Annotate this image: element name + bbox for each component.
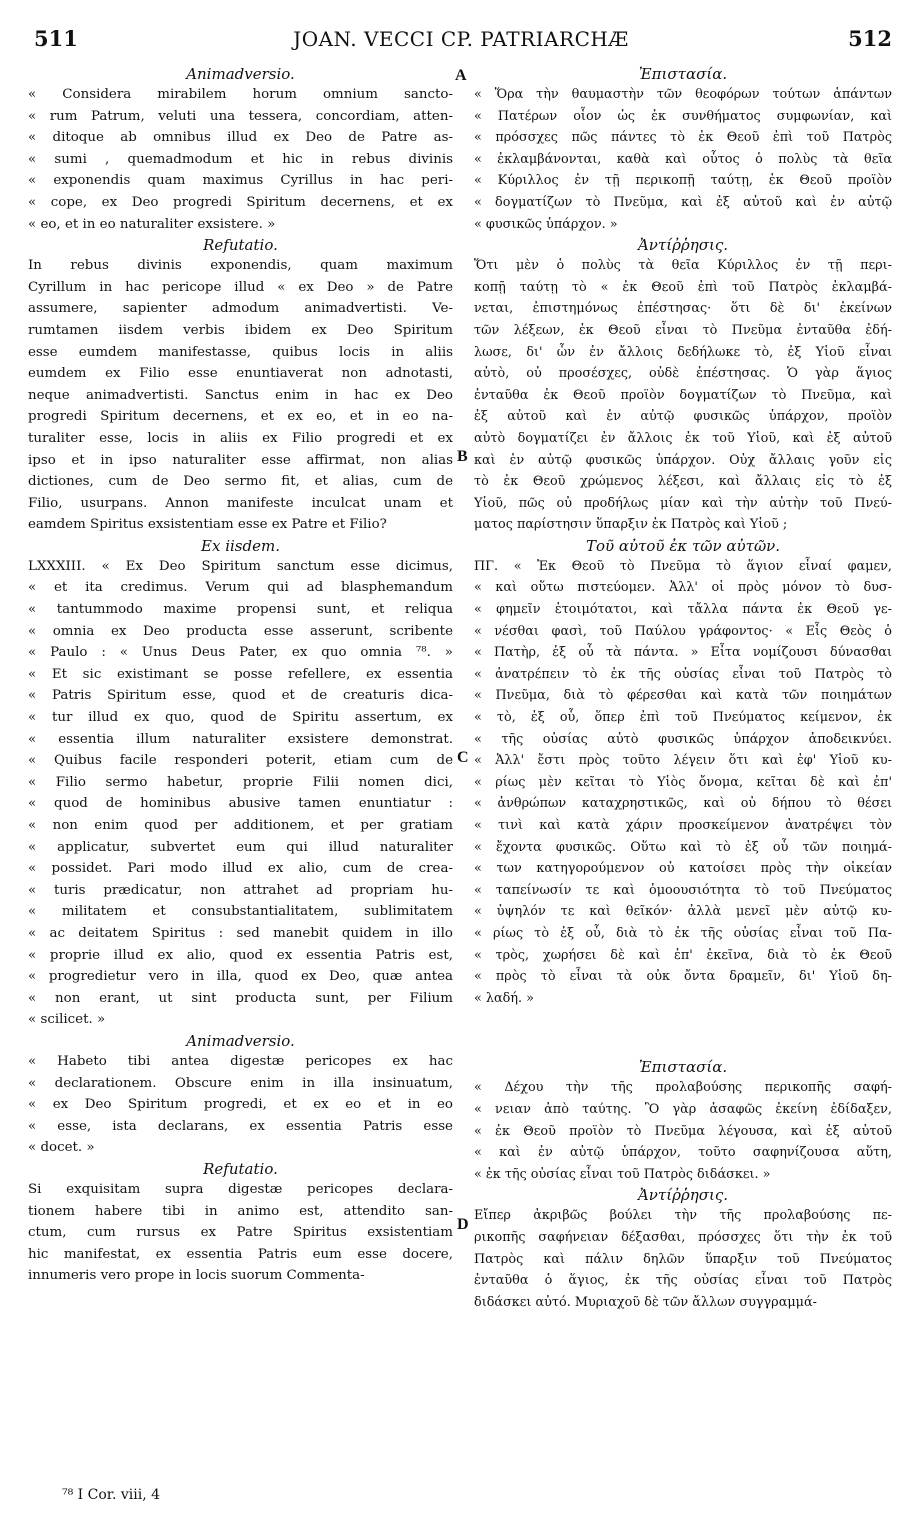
text-line: « essentia illum naturaliter exsistere demonstrat.: [28, 731, 453, 747]
text-line: « Quibus facile responderi poterit, etiam cum de: [28, 753, 453, 769]
text-line: « cope, ex Deo progredi Spiritum decernens, et ex: [28, 194, 453, 210]
text-line: « omnia ex Deo producta esse asserunt, scribente: [28, 623, 453, 639]
section-heading: Animadversio.: [186, 65, 295, 83]
text-line: κοπῇ ταύτῃ τὸ « ἐκ Θεοῦ ἐπὶ τοῦ Πατρὸς ἐκλαμβά-: [474, 279, 892, 295]
text-line: « turis prædicatur, non attrahet ad propriam hu-: [28, 882, 453, 898]
greek-column: [474, 64, 892, 1313]
text-line: « Paulo : « Unus Deus Pater, ex quo omnia ⁷⁸. »: [28, 645, 453, 661]
greek-epistasia-2: [474, 1057, 892, 1185]
text-line: « applicatur, subvertet eum qui illud naturaliter: [28, 839, 453, 855]
section-heading: Animadversio.: [186, 1031, 295, 1050]
text-line: « scilicet. »: [28, 1012, 106, 1028]
text-line: In rebus divinis exponendis, quam maximum: [28, 258, 453, 274]
text-line: turaliter esse, locis in aliis ex Filio progredi et ex: [28, 430, 453, 446]
text-line: τὸ ἐκ Θεοῦ χρώμενος λέξεσι, καὶ ἄλλαις εἰς τὸ ἐξ: [474, 474, 892, 490]
text-line: « Ἀλλ' ἔστι πρὸς τοῦτο λέγειν ὅτι καὶ ἐφ' Υἱοῦ κυ-: [474, 753, 892, 769]
text-line: Ὅτι μὲν ὁ πολὺς τὰ θεῖα Κύριλλος ἐν τῇ περι-: [474, 258, 892, 274]
text-line: « ἀνατρέπειν τὸ ἐκ τῆς οὐσίας εἶναι τοῦ Πατρὸς τὸ: [474, 666, 892, 682]
section-heading: Τοῦ αὐτοῦ ἐκ τῶν αὐτῶν.: [585, 536, 781, 555]
text-line: « ρίως μὲν κεῖται τὸ Υἱὸς ὄνομα, κεῖται δὲ καὶ ἐπ': [474, 774, 892, 790]
page-number-left: 511: [34, 26, 78, 51]
greek-epistasia-1: [474, 64, 892, 235]
text-line: dictiones, cum de Deo sermo fit, et alias, cum de: [28, 474, 453, 490]
text-line: « ἀνθρώπων καταχρηστικῶς, καὶ οὐ δήπου τὸ θέσει: [474, 796, 892, 812]
text-line: « Habeto tibi antea digestæ pericopes ex hac: [28, 1053, 453, 1069]
margin-letter-a: A: [455, 67, 467, 84]
text-line: LXXXIII. « Ex Deo Spiritum sanctum esse dicimus,: [28, 558, 453, 574]
text-line: « possidet. Pari modo illud ex alio, cum de crea-: [28, 861, 453, 877]
text-line: « tur illud ex quo, quod de Spiritu assertum, ex: [28, 710, 453, 726]
text-line: διδάσκει αὐτό. Μυριαχοῦ δὲ τῶν ἄλλων συγγραμμά-: [474, 1294, 817, 1310]
page-number-right: 512: [848, 26, 892, 51]
text-line: neque animadvertisti. Sanctus enim in hac ex Deo: [28, 387, 453, 403]
text-line: καὶ ἐν αὐτῷ φυσικῶς ὑπάρχον. Οὐχ ἄλλαις γοῦν εἰς: [474, 452, 892, 468]
greek-tou-autou: [474, 536, 892, 1009]
footnote: ⁷⁸ I Cor. viii, 4: [62, 1487, 160, 1503]
text-line: « esse, ista declarans, ex essentia Patris esse: [28, 1118, 453, 1134]
greek-column-gap: [474, 1009, 892, 1057]
text-line: « progredietur vero in illa, quod ex Deo, quæ antea: [28, 969, 453, 985]
text-line: Πατρὸς καὶ πάλιν δηλῶν ὕπαρξιν τοῦ Πνεύματος: [474, 1251, 892, 1267]
text-line: « τρὸς, χωρήσει δὲ καὶ ἐπ' ἐκεῖνα, διὰ τὸ ἐκ Θεοῦ: [474, 947, 892, 963]
text-line: ἐξ αὐτοῦ καὶ ἐν αὐτῷ φυσικῶς ὑπάρχον, προϊὸν: [474, 409, 892, 425]
text-line: ἐνταῦθα ἐκ Θεοῦ προϊὸν δογματίζων τὸ Πνεῦμα, καὶ: [474, 387, 892, 403]
margin-letter-c: C: [457, 749, 469, 766]
text-line: « λαδή. »: [474, 990, 534, 1006]
text-line: « Πατέρων οἷον ὡς ἐκ συνθήματος συμφωνίαν, καὶ: [474, 108, 892, 124]
text-line: Υἱοῦ, πῶς οὐ προδήλως μίαν καὶ τὴν αὐτὴν τοῦ Πνεύ-: [474, 495, 892, 511]
text-line: « δογματίζων τὸ Πνεῦμα, καὶ ἐξ αὐτοῦ καὶ ἐν αὐτῷ: [474, 194, 892, 210]
page-header: [30, 26, 892, 60]
text-line: « Ὅρα τὴν θαυμαστὴν τῶν θεοφόρων τούτων ἁπάντων: [474, 87, 892, 102]
section-heading: Ex iisdem.: [201, 536, 280, 555]
text-line: eumdem ex Filio esse enuntiaverat non adnotasti,: [28, 366, 453, 382]
text-line: « quod de hominibus abusive tamen enuntiatur :: [28, 796, 453, 812]
text-line: « proprie illud ex alio, quod ex essentia Patris est,: [28, 947, 453, 963]
text-line: « non enim quod per additionem, et per gratiam: [28, 818, 453, 833]
text-line: νεται, ἐπιστημόνως ἐπέστησας· ὅτι δὲ δι' ἐκείνων: [474, 301, 892, 317]
text-line: « φημεῖν ἑτοιμότατοι, καὶ τἄλλα πάντα ἐκ Θεοῦ γε-: [474, 602, 892, 618]
text-line: αὐτὸ, οὐ προσέσχες, οὐδὲ ἐπέστησας. Ὁ γὰρ ἅγιος: [474, 366, 892, 382]
text-line: « Et sic existimant se posse refellere, ex essentia: [28, 666, 453, 682]
text-line: « docet. »: [28, 1140, 95, 1156]
text-line: ipso et in ipso naturaliter esse affirmat, non alias: [28, 452, 453, 468]
text-line: « ἐκ τῆς οὐσίας εἶναι τοῦ Πατρὸς διδάσκει. »: [474, 1166, 771, 1182]
latin-refutatio-2: [28, 1159, 453, 1287]
latin-column: [28, 64, 453, 1287]
text-line: « declarationem. Obscure enim in illa insinuatum,: [28, 1075, 453, 1091]
text-line: « eo, et in eo naturaliter exsistere. »: [28, 216, 276, 232]
greek-antirrhesis-1: [474, 235, 892, 536]
text-line: τῶν λέξεων, ἐκ Θεοῦ εἶναι τὸ Πνεῦμα ἐνταῦθα ἐδή-: [474, 322, 892, 338]
text-line: ctum, cum rursus ex Patre Spiritus exsistentiam: [28, 1225, 453, 1241]
latin-animadversio-1: [28, 64, 453, 235]
text-line: λωσε, δι' ὧν ἐν ἄλλοις δεδήλωκε τὸ, ἐξ Υἱοῦ εἶναι: [474, 344, 892, 360]
text-line: assumere, sapienter admodum animadvertisti. Ve-: [28, 301, 453, 317]
text-line: « sumi , quemadmodum et hic in rebus divinis: [28, 151, 453, 167]
text-line: hic manifestat, ex essentia Patris eum esse docere,: [28, 1246, 453, 1262]
text-line: « ἐκ Θεοῦ προϊὸν τὸ Πνεῦμα λέγουσα, καὶ ἐξ αὐτοῦ: [474, 1123, 892, 1139]
text-line: « ἔχοντα φυσικῶς. Οὕτω καὶ τὸ ἐξ οὗ τῶν ποιημά-: [474, 839, 892, 855]
text-line: « Patris Spiritum esse, quod et de creaturis dica-: [28, 688, 453, 704]
text-line: tionem habere tibi in animo est, attendito san-: [28, 1203, 453, 1219]
text-line: « των κατηγορούμενον οὐ κατοίσει πρὸς τὴν οἰκείαν: [474, 861, 892, 877]
text-line: « νειαν ἀπὸ ταύτης. Ὃ γὰρ ἀσαφῶς ἐκείνη ἐδίδαξεν,: [474, 1101, 892, 1117]
section-heading: Ἀντίῤῥησις.: [637, 236, 729, 255]
margin-letter-d: D: [457, 1216, 469, 1233]
text-line: ματος παρίστησιν ὕπαρξιν ἐκ Πατρὸς καὶ Υἱοῦ ;: [474, 517, 788, 533]
text-line: « ac deitatem Spiritus : sed manebit quidem in illo: [28, 925, 453, 941]
greek-antirrhesis-2: [474, 1185, 892, 1313]
text-line: « ταπείνωσίν τε καὶ ὁμοουσιότητα τὸ τοῦ Πνεύματος: [474, 882, 892, 898]
text-line: « ρίως τὸ ἐξ οὗ, διὰ τὸ ἐκ τῆς οὐσίας εἶναι τοῦ Πα-: [474, 925, 892, 941]
text-line: « καὶ ἐν αὐτῷ ὑπάρχον, τοῦτο σαφηνίζουσα αὕτη,: [474, 1145, 892, 1161]
running-title: JOAN. VECCI CP. PATRIARCHÆ: [293, 27, 629, 51]
text-line: Εἴπερ ἀκριβῶς βούλει τὴν τῆς προλαβούσης πε-: [474, 1208, 892, 1224]
text-line: « exponendis quam maximus Cyrillus in hac peri-: [28, 173, 453, 189]
section-heading: Ἐπιστασία.: [638, 1058, 728, 1077]
text-line: « τινὶ καὶ κατὰ χάριν προσκείμενον ἀνατρέψει τὸν: [474, 818, 892, 833]
section-heading: Refutatio.: [203, 1159, 278, 1178]
text-line: « πρόσσχες πῶς πάντες τὸ ἐκ Θεοῦ ἐπὶ τοῦ Πατρὸς: [474, 130, 892, 146]
text-line: ΠΓ. « Ἐκ Θεοῦ τὸ Πνεῦμα τὸ ἅγιον εἶναί φαμεν,: [474, 558, 892, 574]
text-line: « Filio sermo habetur, proprie Filii nomen dici,: [28, 774, 453, 790]
text-line: « καὶ οὕτω πιστεύομεν. Ἀλλ' οἱ πρὸς μόνον τὸ δυσ-: [474, 580, 892, 596]
text-line: « ex Deo Spiritum progredi, et ex eo et in eo: [28, 1097, 453, 1113]
text-line: eamdem Spiritus exsistentiam esse ex Patre et Filio?: [28, 517, 387, 533]
text-line: Cyrillum in hac pericope illud « ex Deo » de Patre: [28, 279, 453, 295]
text-line: « Κύριλλος ἐν τῇ περικοπῇ ταύτῃ, ἐκ Θεοῦ προϊὸν: [474, 173, 892, 189]
text-line: innumeris vero prope in locis suorum Commenta-: [28, 1268, 365, 1284]
text-line: αὐτὸ δογματίζει ἐν ἄλλοις ἐκ τοῦ Υἱοῦ, καὶ ἐξ αὐτοῦ: [474, 430, 892, 446]
text-line: « τὸ, ἐξ οὗ, ὅπερ ἐπὶ τοῦ Πνεύματος κείμενον, ἐκ: [474, 710, 892, 726]
text-line: esse eumdem manifestasse, quibus locis in aliis: [28, 344, 453, 360]
text-line: « Considera mirabilem horum omnium sancto-: [28, 87, 453, 102]
margin-letter-b: B: [457, 448, 468, 465]
section-heading: Ἀντίῤῥησις.: [637, 1186, 729, 1205]
text-line: « tantummodo maxime propensi sunt, et reliqua: [28, 602, 453, 618]
text-line: Filio, usurpans. Annon manifeste inculcat unam et: [28, 495, 453, 511]
text-line: ρικοπῆς σαφήνειαν δέξασθαι, πρόσσχες ὅτι τὴν ἐκ τοῦ: [474, 1229, 892, 1245]
text-line: « ἐκλαμβάνονται, καθὰ καὶ οὗτος ὁ πολὺς τὰ θεῖα: [474, 151, 892, 167]
text-line: « non erant, ut sint producta sunt, per Filium: [28, 990, 453, 1006]
text-line: « τῆς οὐσίας αὐτὸ φυσικῶς ὑπάρχον ἀποδεικνύει.: [474, 731, 892, 747]
text-line: « et ita credimus. Verum qui ad blasphemandum: [28, 580, 453, 596]
text-line: « φυσικῶς ὑπάρχον. »: [474, 216, 618, 232]
text-line: « ὑψηλόν τε καὶ θεῖκόν· ἀλλὰ μενεῖ μὲν αὐτῷ κυ-: [474, 904, 892, 920]
text-line: « Δέχου τὴν τῆς προλαβούσης περικοπῆς σαφή-: [474, 1080, 892, 1096]
text-line: « πρὸς τὸ εἶναι τὰ οὐκ ὄντα δραμεῖν, δι' Υἱοῦ δη-: [474, 969, 892, 985]
text-line: « νέσθαι φασὶ, τοῦ Παύλου γράφοντος· « Εἷς Θεὸς ὁ: [474, 623, 892, 639]
text-line: ἐνταῦθα ὁ ἅγιος, ἐκ τῆς οὐσίας εἶναι τοῦ Πατρὸς: [474, 1273, 892, 1289]
section-heading: Ἐπιστασία.: [638, 65, 728, 83]
section-heading: Refutatio.: [203, 236, 278, 255]
text-line: progredi Spiritum decernens, et ex eo, et in eo na-: [28, 409, 453, 425]
text-line: Si exquisitam supra digestæ pericopes declara-: [28, 1181, 453, 1197]
text-line: « rum Patrum, veluti una tessera, concordiam, atten-: [28, 108, 453, 124]
text-line: rumtamen iisdem verbis ibidem ex Deo Spiritum: [28, 322, 453, 338]
text-line: « ditoque ab omnibus illud ex Deo de Patre as-: [28, 130, 453, 146]
latin-refutatio-1: [28, 235, 453, 536]
latin-ex-iisdem: [28, 536, 453, 1031]
text-line: « Πνεῦμα, διὰ τὸ φέρεσθαι καὶ κατὰ τῶν ποιημάτων: [474, 688, 892, 704]
latin-animadversio-2: [28, 1031, 453, 1159]
text-line: « militatem et consubstantialitatem, sublimitatem: [28, 904, 453, 920]
text-line: « Πατὴρ, ἐξ οὗ τὰ πάντα. » Εἶτα νομίζουσι δύνασθαι: [474, 645, 892, 661]
